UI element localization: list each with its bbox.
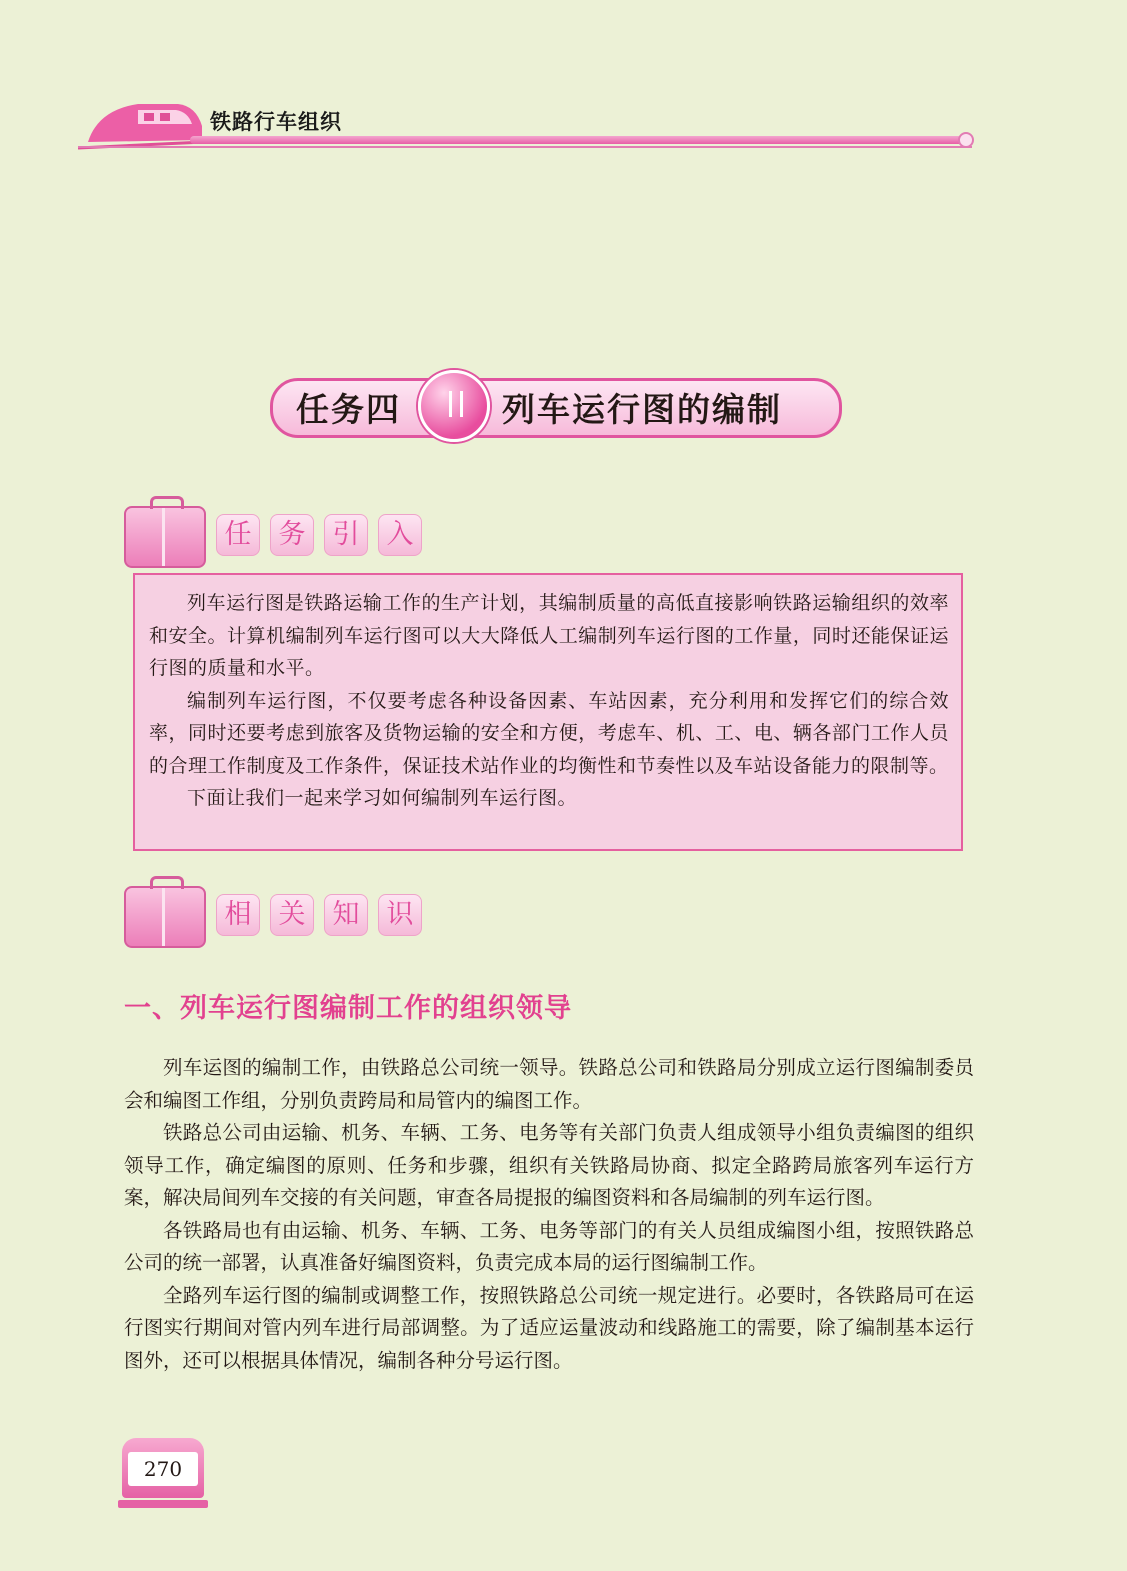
header-rule [190,136,972,144]
task-title: 列车运行图的编制 [502,390,782,429]
task-number: 任务四 [296,390,401,429]
task-title-banner [270,374,840,438]
header-end-ornament [958,132,974,148]
section-char: 关 [270,894,314,936]
section-heading-1: 一、列车运行图编制工作的组织领导 [124,993,572,1024]
section-char: 务 [270,514,314,556]
section-head-knowledge [124,876,444,946]
page-number: 270 [128,1452,198,1486]
intro-paragraph: 下面让我们一起来学习如何编制列车运行图。 [187,787,578,809]
running-header-title: 铁路行车组织 [210,110,342,134]
pause-circle-icon [418,370,490,442]
page-number-badge [118,1438,208,1514]
section-char: 识 [378,894,422,936]
train-rail-icon [118,1500,208,1508]
section-char: 知 [324,894,368,936]
body-paragraph: 全路列车运行图的编制或调整工作，按照铁路总公司统一规定进行。必要时，各铁路局可在运行图实行期间对管内列车进行局部调整。为了适应运量波动和线路施工的需要，除了编制基本运行图外，还可以根据具体情况，编制各种分号运行图。 [124,1283,974,1372]
body-paragraph: 列车运图的编制工作，由铁路总公司统一领导。铁路总公司和铁路局分别成立运行图编制委员会和编图工作组，分别负责跨局和局管内的编图工作。 [124,1056,974,1112]
running-header [78,96,978,156]
section-char: 相 [216,894,260,936]
section-head-intro-chars [216,514,422,556]
body-paragraph: 铁路总公司由运输、机务、车辆、工务、电务等有关部门负责人组成领导小组负责编图的组织领导工作，确定编图的原则、任务和步骤，组织有关铁路局协商、拟定全路跨局旅客列车运行方案，解决局间列车交接的有关问题，审查各局提报的编图资料和各局编制的列车运行图。 [124,1121,974,1209]
body-text [124,1052,974,1377]
suitcase-icon [124,886,206,948]
section-char: 任 [216,514,260,556]
section-head-knowledge-chars [216,894,422,936]
section-head-intro [124,496,444,566]
task-intro-box [133,573,963,851]
intro-paragraph: 编制列车运行图，不仅要考虑各种设备因素、车站因素，充分利用和发挥它们的综合效率，同时还要考虑到旅客及货物运输的安全和方便，考虑车、机、工、电、辆各部门工作人员的合理工作制度及工作条件，保证技术站作业的均衡性和节奏性以及车站设备能力的限制等。 [149,689,949,777]
suitcase-icon [124,506,206,568]
intro-paragraph: 列车运行图是铁路运输工作的生产计划，其编制质量的高低直接影响铁路运输组织的效率和安全。计算机编制列车运行图可以大大降低人工编制列车运行图的工作量，同时还能保证运行图的质量和水平。 [149,592,949,679]
section-char: 引 [324,514,368,556]
section-char: 入 [378,514,422,556]
body-paragraph: 各铁路局也有由运输、机务、车辆、工务、电务等部门的有关人员组成编图小组，按照铁路总公司的统一部署，认真准备好编图资料，负责完成本局的运行图编制工作。 [124,1218,974,1274]
header-rule-thin [78,146,972,148]
